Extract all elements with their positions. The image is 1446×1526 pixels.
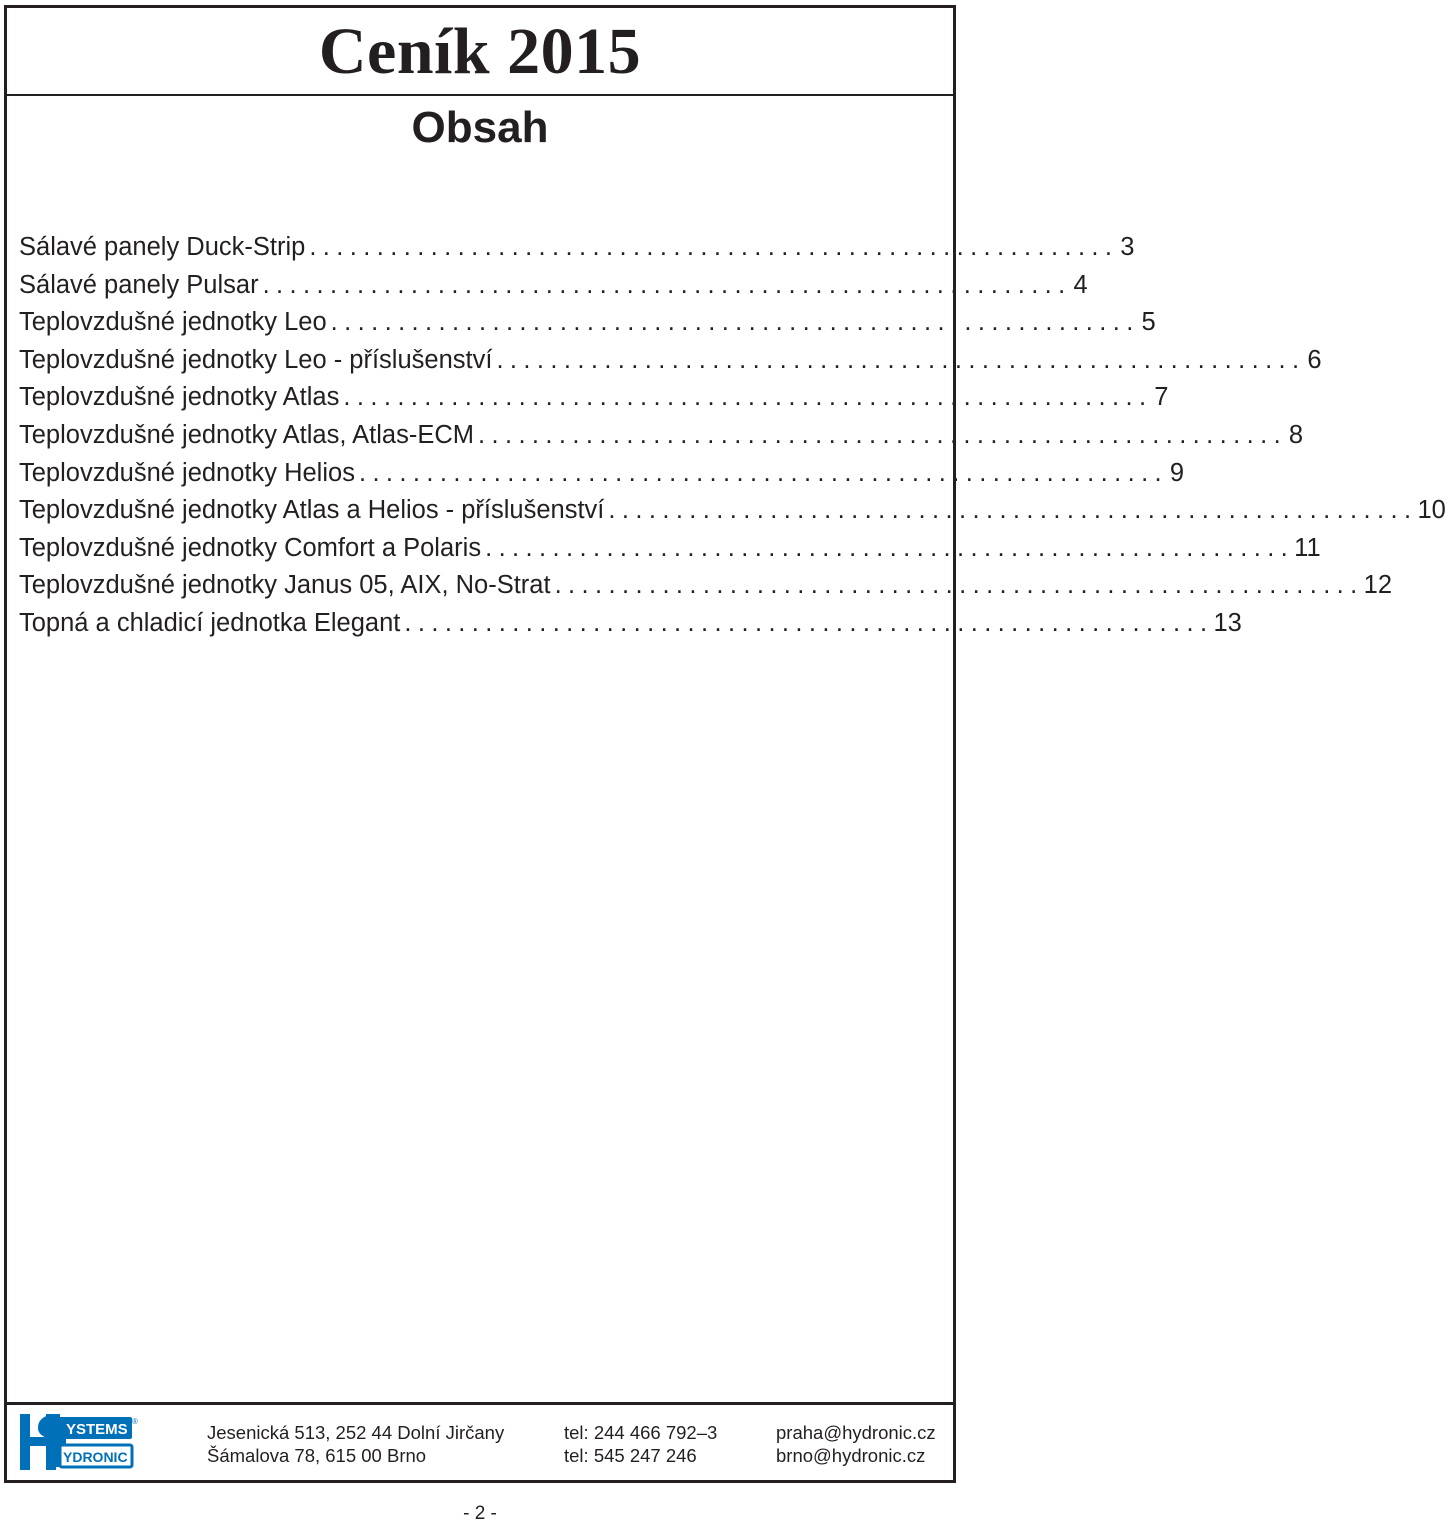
- toc-item-label: Teplovzdušné jednotky Atlas, Atlas-ECM: [19, 420, 474, 449]
- toc-leader-dots: ............................................................: [309, 233, 1119, 261]
- toc-item-label: Topná a chladicí jednotka Elegant: [19, 608, 401, 637]
- toc-item[interactable]: [19, 417, 1304, 455]
- svg-text:YDRONIC: YDRONIC: [63, 1449, 128, 1465]
- svg-text:®: ®: [132, 1417, 138, 1426]
- toc-item-label: Sálavé panely Duck-Strip: [19, 233, 306, 261]
- toc-item-page: 7: [1154, 383, 1169, 412]
- toc-item-label: Teplovzdušné jednotky Comfort a Polaris: [19, 533, 482, 562]
- toc-leader-dots: ............................................................: [330, 308, 1140, 337]
- email-praha-link[interactable]: praha@hydronic.cz: [776, 1422, 936, 1443]
- section-heading: Obsah: [411, 103, 549, 152]
- toc-item-page: 10: [1417, 496, 1446, 525]
- toc-item[interactable]: [19, 342, 1322, 380]
- toc-leader-dots: ............................................................: [262, 270, 1072, 299]
- hydronic-systems-logo: [20, 1414, 138, 1470]
- toc-item-page: 8: [1288, 420, 1304, 449]
- toc-item-label: Teplovzdušné jednotky Atlas a Helios - příslušenství: [19, 496, 605, 525]
- toc-item-label: Teplovzdušné jednotky Leo - příslušenství: [19, 345, 493, 374]
- toc-item[interactable]: [19, 229, 1135, 267]
- toc-item-label: Teplovzdušné jednotky Leo: [19, 308, 327, 337]
- toc-item-label: Teplovzdušné jednotky Janus 05, AIX, No-Strat: [19, 571, 551, 600]
- toc-item[interactable]: [19, 492, 1446, 530]
- title-box: [4, 5, 956, 96]
- toc-item[interactable]: [19, 379, 1169, 417]
- toc-item-page: 11: [1294, 533, 1321, 562]
- toc-item-page: 3: [1120, 233, 1135, 261]
- email-block: [776, 1421, 936, 1467]
- toc-item-label: Teplovzdušné jednotky Helios: [19, 458, 355, 487]
- footer: [4, 1402, 956, 1483]
- toc-item[interactable]: [19, 455, 1185, 493]
- toc-item-page: 6: [1307, 345, 1322, 374]
- page-title: Ceník 2015: [318, 15, 642, 88]
- svg-text:YSTEMS: YSTEMS: [66, 1421, 128, 1438]
- toc-leader-dots: ............................................................: [608, 496, 1418, 525]
- phone-praha: tel: 244 466 792–3: [564, 1422, 718, 1443]
- toc-leader-dots: ............................................................: [343, 383, 1153, 412]
- toc-item-page: 4: [1073, 270, 1088, 299]
- toc-item[interactable]: [19, 267, 1088, 305]
- toc-leader-dots: ............................................................: [554, 571, 1364, 600]
- toc-leader-dots: ............................................................: [496, 345, 1306, 374]
- toc-item-label: Sálavé panely Pulsar: [19, 270, 259, 299]
- address-block: [207, 1421, 504, 1467]
- phone-block: [564, 1421, 717, 1467]
- toc-leader-dots: ............................................................: [485, 533, 1295, 562]
- toc-item[interactable]: [19, 605, 1242, 643]
- table-of-contents: [19, 229, 1446, 643]
- toc-item-page: 5: [1141, 308, 1156, 337]
- toc-leader-dots: ............................................................: [477, 420, 1288, 449]
- address-brno: Šámalova 78, 615 00 Brno: [207, 1445, 427, 1466]
- toc-item[interactable]: [19, 304, 1156, 342]
- page-number: - 2 -: [463, 1503, 497, 1524]
- toc-item-page: 12: [1363, 571, 1393, 600]
- address-praha: Jesenická 513, 252 44 Dolní Jirčany: [207, 1422, 505, 1443]
- toc-leader-dots: ............................................................: [358, 458, 1169, 487]
- toc-item-page: 13: [1213, 608, 1242, 637]
- toc-leader-dots: ............................................................: [404, 608, 1214, 637]
- toc-item-page: 9: [1169, 458, 1185, 487]
- email-brno-link[interactable]: brno@hydronic.cz: [776, 1445, 926, 1466]
- phone-brno: tel: 545 247 246: [564, 1445, 697, 1466]
- toc-item-label: Teplovzdušné jednotky Atlas: [19, 383, 340, 412]
- toc-item[interactable]: [19, 530, 1321, 568]
- toc-item[interactable]: [19, 567, 1393, 605]
